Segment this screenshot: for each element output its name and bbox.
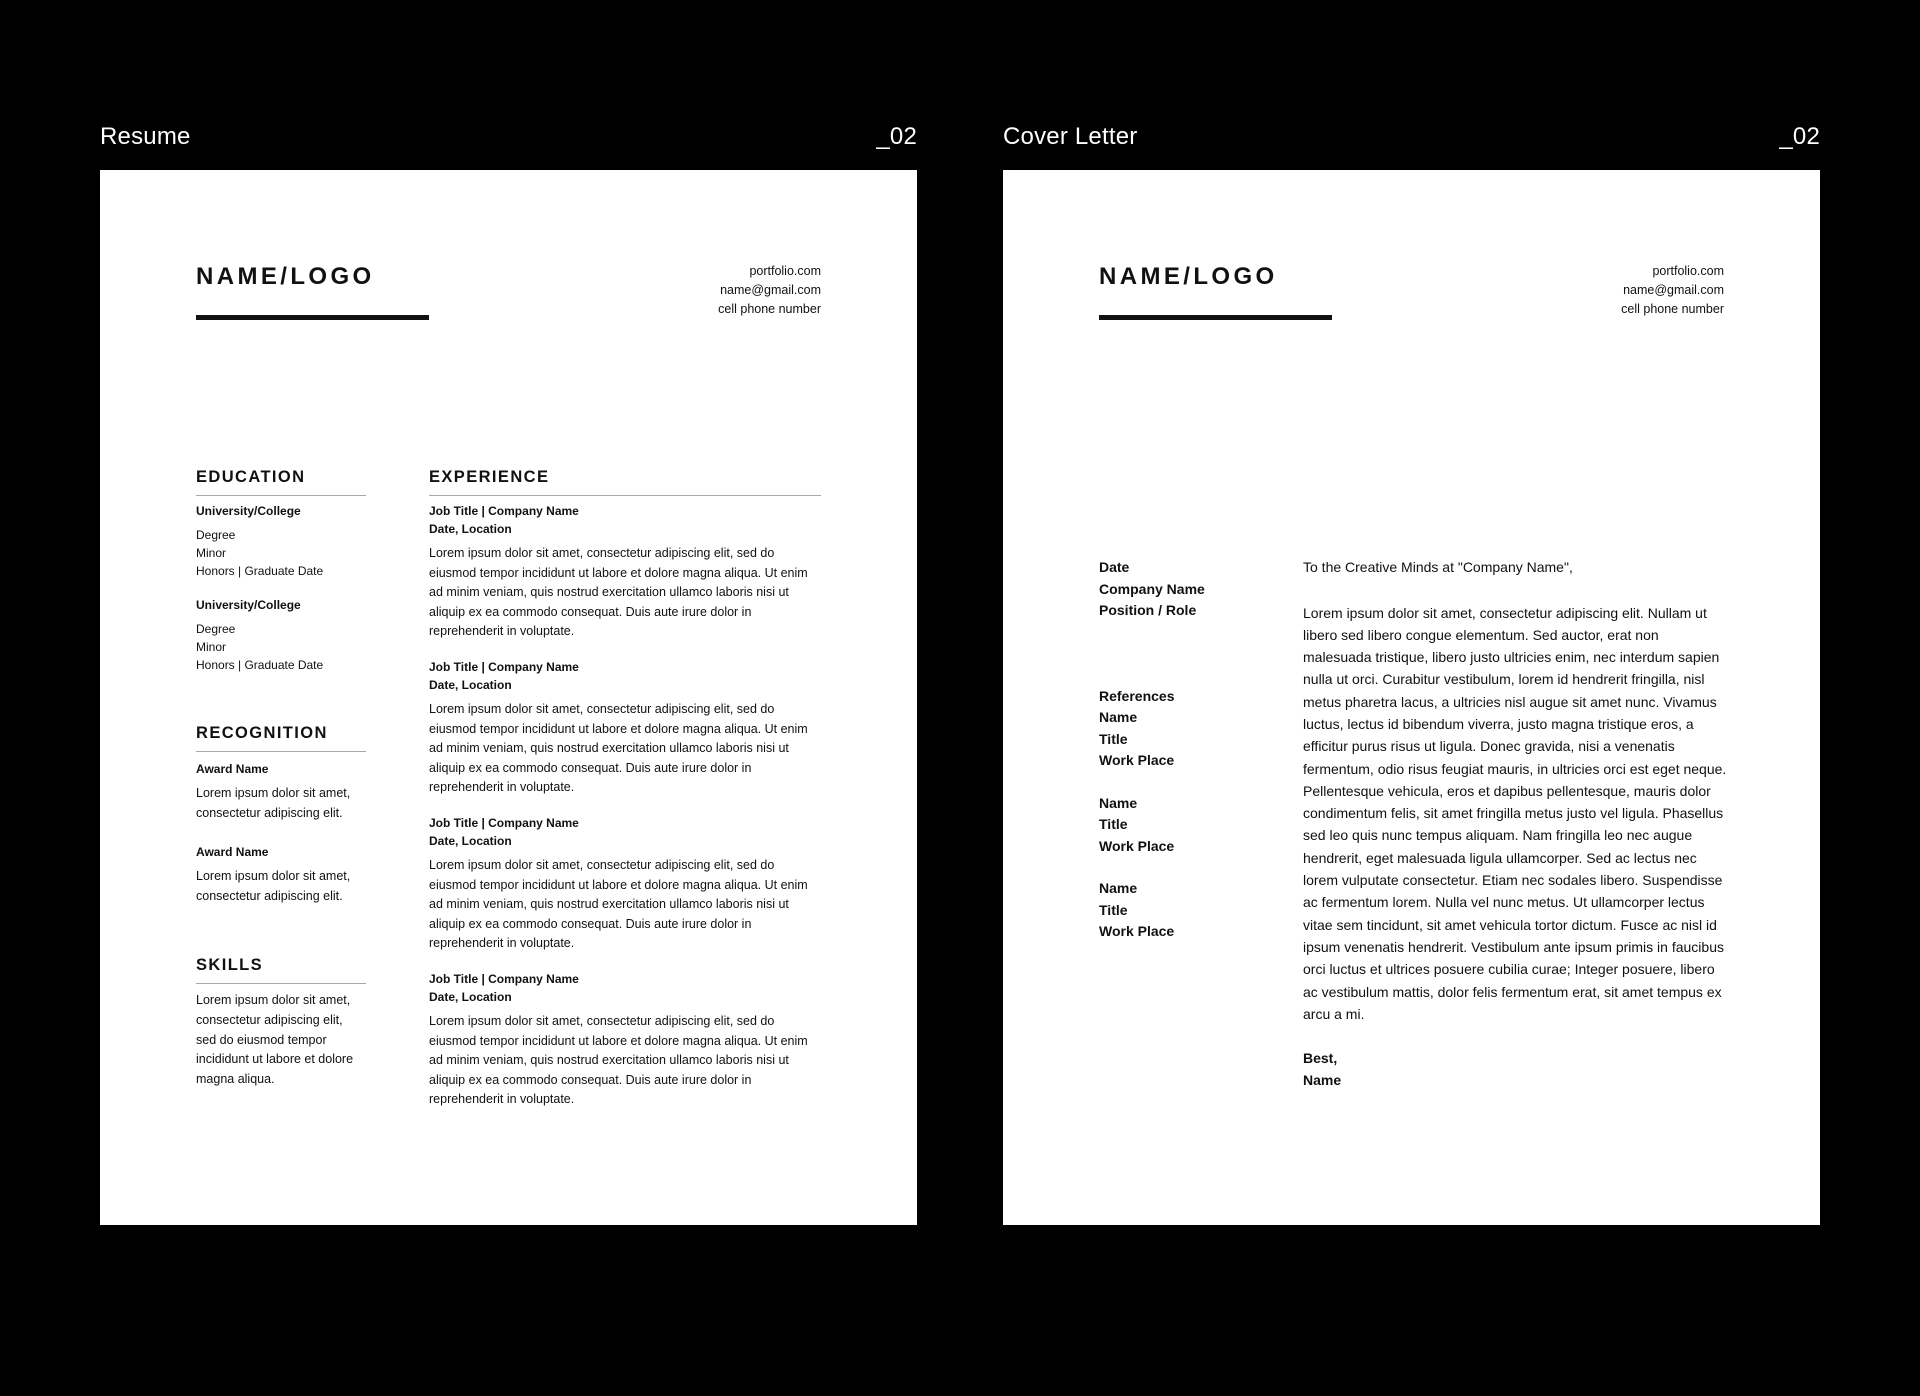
recognition-heading: RECOGNITION bbox=[196, 722, 366, 752]
job-entry bbox=[429, 814, 821, 954]
job-title: Job Title | Company Name bbox=[429, 971, 579, 986]
education-degree: Degree bbox=[196, 622, 236, 636]
job-description: Lorem ipsum dolor sit amet, consectetur adipiscing elit, sed do eiusmod tempor incididunt ut labore et dolore magna aliqua. Ut enim ad minim veniam, quis nostrud exercitation ullamco laboris nisi ut aliquip ex ea commodo consequat. Duis aute irure dolor in reprehenderit in voluptate. bbox=[429, 857, 808, 951]
job-entry bbox=[429, 658, 821, 798]
reference-work-place: Work Place bbox=[1099, 837, 1175, 854]
education-minor: Minor bbox=[196, 546, 227, 560]
education-honors: Honors | Graduate Date bbox=[196, 658, 324, 672]
skills-heading: SKILLS bbox=[196, 954, 366, 984]
job-entry bbox=[429, 970, 821, 1110]
skills-text: Lorem ipsum dolor sit amet, consectetur adipiscing elit, sed do eiusmod tempor incididunt ut labore et dolore magna aliqua. bbox=[196, 993, 354, 1086]
job-entry bbox=[429, 502, 821, 642]
reference-title: Title bbox=[1099, 730, 1128, 747]
resume-panel-number: _02 bbox=[876, 123, 917, 150]
cover-body-paragraph: Lorem ipsum dolor sit amet, consectetur adipiscing elit. Nullam ut libero sed libero congue elementum. Sed auctor, erat non malesuada tristique, libero justo ultricies enim, nec interdum sapien nulla ut orci. Curabitur vestibulum, lorem id hendrerit fringilla, nisl metus pharetra lacus, a ultricies nisl augue sit amet nunc. Vivamus luctus, lectus id bibendum viverra, justo magna tristique eros, a efficitur purus risus ut ligula. Donec gravida, nisi a venenatis fermentum, odio risus feugiat mauris, in ultricies orci est eget neque. Pellentesque vehicula, eros et dapibus pellentesque, mauris dolor condimentum felis, sit amet fringilla metus justo vel ligula. Phasellus sed leo quis nunc tempus aliquam. Nam fringilla leo nec augue hendrerit, eget malesuada ligula ullamcorper. Sed ac lectus nec lorem vulputate consectetur. Etiam nec sodales libero. Suspendisse ac fermentum lorem. Nulla vel nunc metus. Ut ullamcorper lectus vitae sem tincidunt, sit amet vehicula tortor dictum. Fusce ac nisl id ipsum venenatis hendrerit. Vestibulum ante ipsum primis in faucibus orci luctus et ultrices posuere cubilia curae; Integer posuere, libero ac vestibulum mattis, dolor felis fermentum erat, sit amet tempus ex arcu a mi. bbox=[1303, 604, 1727, 1022]
award-name: Award Name bbox=[196, 845, 269, 860]
job-date-location: Date, Location bbox=[429, 677, 512, 692]
job-date-location: Date, Location bbox=[429, 833, 512, 848]
cover-greeting: To the Creative Minds at "Company Name", bbox=[1303, 559, 1573, 575]
cover-panel-label: Cover Letter bbox=[1003, 123, 1138, 150]
reference-work-place: Work Place bbox=[1099, 923, 1175, 939]
resume-panel-label: Resume bbox=[100, 123, 191, 150]
references-heading: References bbox=[1099, 687, 1175, 704]
education-minor: Minor bbox=[196, 640, 227, 654]
education-entry bbox=[196, 502, 366, 580]
reference-title: Title bbox=[1099, 816, 1128, 832]
job-title: Job Title | Company Name bbox=[429, 504, 579, 518]
reference-work-place: Work Place bbox=[1099, 752, 1175, 768]
reference-title: Title bbox=[1099, 901, 1128, 918]
award-entry bbox=[196, 843, 366, 906]
reference-entry bbox=[1099, 793, 1289, 858]
reference-entry bbox=[1099, 707, 1289, 772]
resume-page bbox=[100, 170, 917, 1225]
reference-name: Name bbox=[1099, 794, 1138, 811]
education-honors: Honors | Graduate Date bbox=[196, 564, 324, 578]
job-date-location: Date, Location bbox=[429, 522, 512, 536]
cover-signature: Name bbox=[1303, 1072, 1342, 1089]
cover-logo-underline bbox=[1099, 315, 1332, 320]
award-name: Award Name bbox=[196, 762, 269, 776]
education-school: University/College bbox=[196, 598, 301, 612]
cover-position-role: Position / Role bbox=[1099, 602, 1197, 618]
resume-right-column bbox=[429, 466, 821, 1110]
cover-contact-portfolio: portfolio.com bbox=[1652, 264, 1724, 278]
cover-logo: NAME/LOGO bbox=[1099, 263, 1278, 290]
award-description: Lorem ipsum dolor sit amet, consectetur adipiscing elit. bbox=[196, 869, 351, 903]
job-description: Lorem ipsum dolor sit amet, consectetur adipiscing elit, sed do eiusmod tempor incididunt ut labore et dolore magna aliqua. Ut enim ad minim veniam, quis nostrud exercitation ullamco laboris nisi ut aliquip ex ea commodo consequat. Duis aute irure dolor in reprehenderit in voluptate. bbox=[429, 1013, 808, 1107]
job-description: Lorem ipsum dolor sit amet, consectetur adipiscing elit, sed do eiusmod tempor incididunt ut labore et dolore magna aliqua. Ut enim ad minim veniam, quis nostrud exercitation ullamco laboris nisi ut aliquip ex ea commodo consequat. Duis aute irure dolor in reprehenderit in voluptate. bbox=[429, 546, 808, 639]
reference-name: Name bbox=[1099, 709, 1138, 725]
cover-contact bbox=[1433, 262, 1724, 319]
reference-name: Name bbox=[1099, 880, 1138, 896]
job-date-location: Date, Location bbox=[429, 989, 512, 1004]
cover-sidebar bbox=[1099, 557, 1289, 943]
education-degree: Degree bbox=[196, 528, 236, 542]
resume-logo: NAME/LOGO bbox=[196, 263, 375, 290]
experience-heading: EXPERIENCE bbox=[429, 466, 821, 496]
cover-letter-page bbox=[1003, 170, 1820, 1225]
resume-contact-portfolio: portfolio.com bbox=[749, 264, 821, 278]
cover-date: Date bbox=[1099, 559, 1130, 575]
resume-contact-phone: cell phone number bbox=[718, 302, 821, 316]
education-entry bbox=[196, 596, 366, 674]
resume-left-column bbox=[196, 466, 366, 1089]
job-title: Job Title | Company Name bbox=[429, 815, 579, 830]
cover-contact-email: name@gmail.com bbox=[1623, 283, 1724, 297]
resume-contact-email: name@gmail.com bbox=[720, 283, 821, 297]
job-description: Lorem ipsum dolor sit amet, consectetur adipiscing elit, sed do eiusmod tempor incididunt ut labore et dolore magna aliqua. Ut enim ad minim veniam, quis nostrud exercitation ullamco laboris nisi ut aliquip ex ea commodo consequat. Duis aute irure dolor in reprehenderit in voluptate. bbox=[429, 701, 808, 795]
award-description: Lorem ipsum dolor sit amet, consectetur adipiscing elit. bbox=[196, 786, 351, 820]
cover-signoff: Best, bbox=[1303, 1050, 1338, 1067]
cover-panel-number: _02 bbox=[1779, 123, 1820, 150]
resume-logo-underline bbox=[196, 315, 429, 320]
cover-contact-phone: cell phone number bbox=[1621, 302, 1724, 316]
job-title: Job Title | Company Name bbox=[429, 659, 579, 674]
education-school: University/College bbox=[196, 504, 301, 518]
cover-letter-body bbox=[1303, 557, 1728, 1091]
resume-contact bbox=[530, 262, 821, 319]
cover-company-name: Company Name bbox=[1099, 580, 1205, 597]
reference-entry bbox=[1099, 878, 1289, 943]
education-heading: EDUCATION bbox=[196, 466, 366, 496]
award-entry bbox=[196, 760, 366, 823]
